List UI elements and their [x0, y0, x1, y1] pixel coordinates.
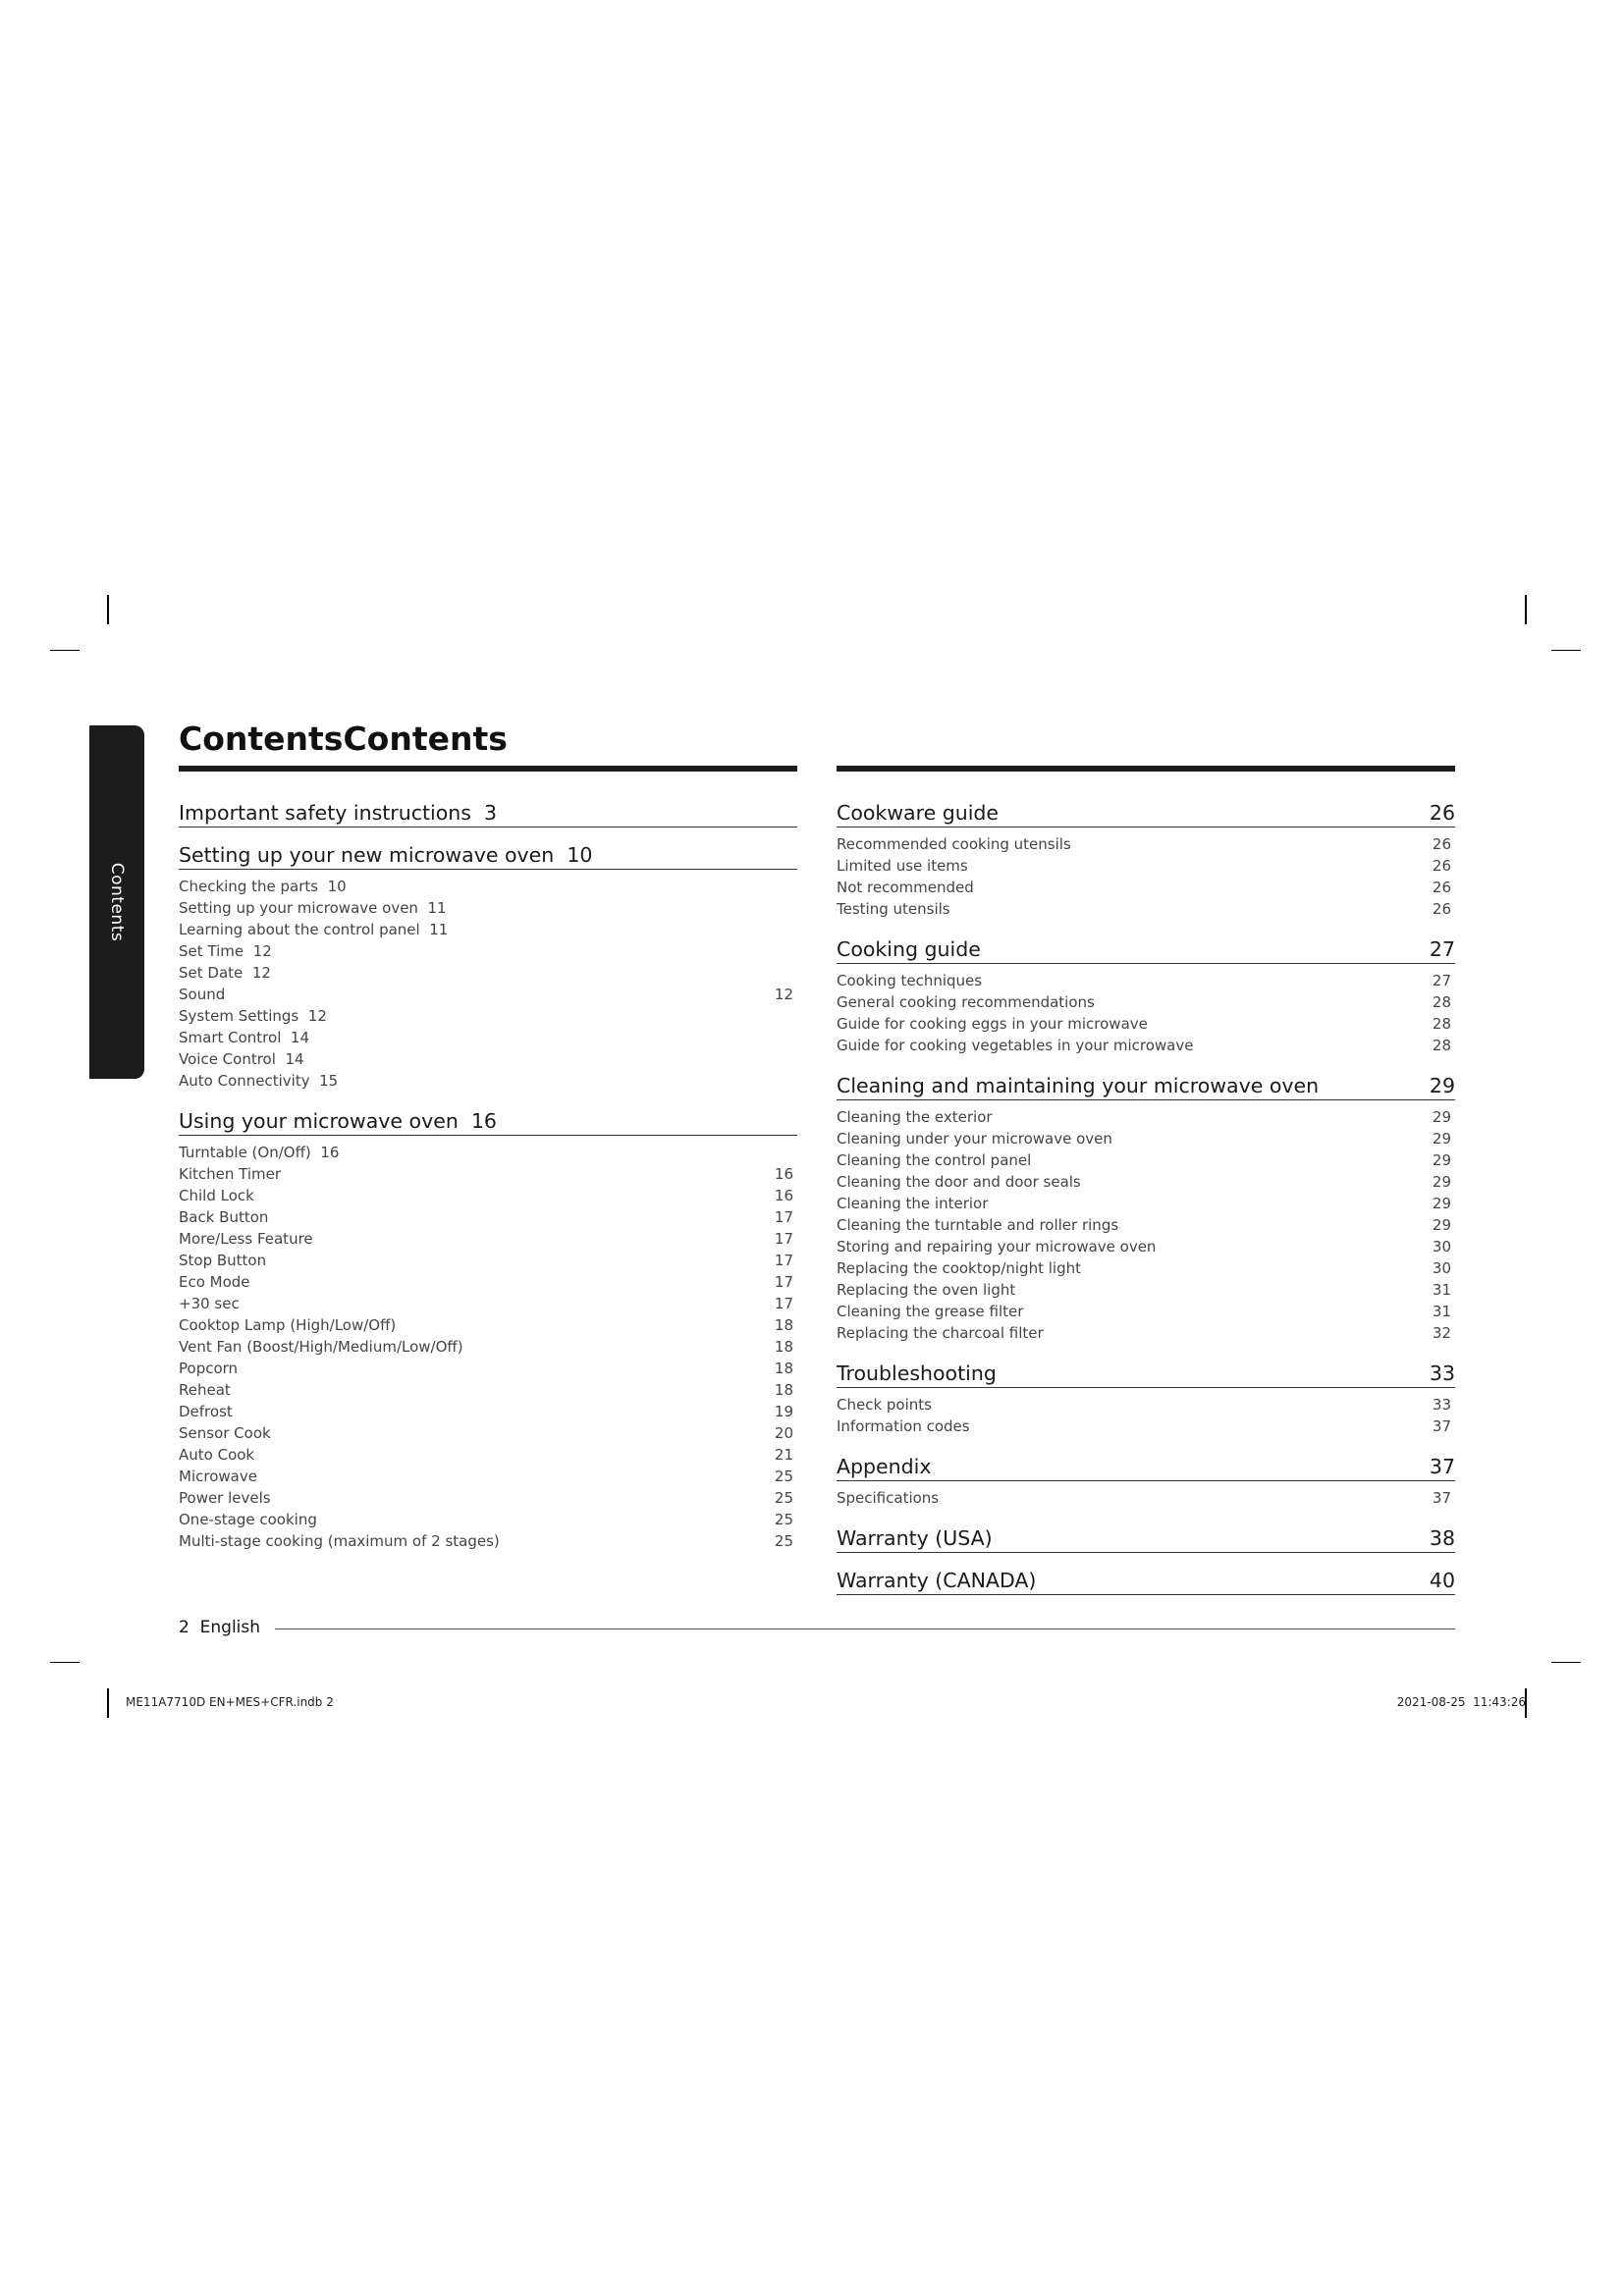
toc-item-label: Stop Button	[179, 1252, 267, 1269]
toc-item-label: Power levels	[179, 1489, 271, 1507]
title-rule-left	[179, 766, 797, 772]
toc-item-label: System Settings	[179, 1007, 299, 1025]
toc-item[interactable]	[179, 897, 797, 919]
toc-section-heading[interactable]	[837, 785, 1455, 828]
toc-item[interactable]	[837, 1415, 1455, 1437]
toc-item-page: 31	[1432, 1281, 1451, 1299]
toc-item-label: Cleaning the door and door seals	[837, 1173, 1081, 1191]
toc-item-page: 29	[1432, 1195, 1451, 1212]
crop-mark	[107, 1688, 109, 1718]
toc-section-page: 10	[567, 843, 593, 867]
toc-item-page: 28	[1432, 993, 1451, 1011]
toc-item[interactable]	[837, 1171, 1455, 1193]
toc-item[interactable]	[179, 1005, 797, 1027]
toc-item-page: 20	[774, 1424, 793, 1442]
toc-item[interactable]	[179, 1401, 797, 1422]
toc-item-label: Limited use items	[837, 857, 968, 875]
toc-item-label: Recommended cooking utensils	[837, 835, 1071, 853]
crop-mark	[1525, 595, 1527, 624]
toc-item-list	[179, 1136, 797, 1554]
toc-item-page: 26	[1432, 879, 1451, 896]
toc-item-page: 29	[1432, 1151, 1451, 1169]
toc-item-page: 25	[774, 1468, 793, 1485]
toc-item-page: 21	[774, 1446, 793, 1464]
crop-mark	[50, 1662, 80, 1663]
toc-item-label: Cooking techniques	[837, 972, 983, 989]
toc-item[interactable]	[837, 898, 1455, 920]
toc-item[interactable]	[837, 1257, 1455, 1279]
toc-item-page: 12	[252, 942, 272, 960]
toc-item-label: Specifications	[837, 1489, 940, 1507]
toc-item[interactable]	[837, 1035, 1455, 1056]
toc-item-label: Cooktop Lamp (High/Low/Off)	[179, 1316, 397, 1334]
toc-item-page: 17	[774, 1230, 793, 1248]
toc-item-page: 30	[1432, 1259, 1451, 1277]
toc-item-page: 17	[774, 1273, 793, 1291]
toc-item[interactable]	[179, 919, 797, 940]
toc-item[interactable]	[179, 1466, 797, 1487]
toc-item[interactable]	[837, 1149, 1455, 1171]
toc-item-page: 29	[1432, 1216, 1451, 1234]
toc-item-page: 28	[1432, 1037, 1451, 1054]
toc-item-page: 12	[251, 964, 271, 982]
toc-item[interactable]	[837, 1322, 1455, 1344]
toc-item[interactable]	[179, 1271, 797, 1293]
toc-item-page: 37	[1432, 1489, 1451, 1507]
toc-item-page: 11	[429, 921, 449, 938]
toc-item-page: 16	[774, 1187, 793, 1204]
toc-item[interactable]	[837, 1214, 1455, 1236]
toc-item-label: Vent Fan (Boost/High/Medium/Low/Off)	[179, 1338, 463, 1356]
toc-item[interactable]	[179, 1228, 797, 1250]
toc-item-label: Child Lock	[179, 1187, 254, 1204]
toc-item-label: Smart Control	[179, 1029, 282, 1046]
toc-item-page: 11	[427, 899, 447, 917]
toc-item[interactable]	[179, 1509, 797, 1530]
toc-item-page: 29	[1432, 1173, 1451, 1191]
toc-item-label: Guide for cooking vegetables in your microwave	[837, 1037, 1194, 1054]
toc-section-heading[interactable]	[179, 828, 797, 870]
toc-item-label: More/Less Feature	[179, 1230, 313, 1248]
toc-section-page: 3	[484, 801, 498, 825]
print-slug-file: ME11A7710D EN+MES+CFR.indb 2	[126, 1695, 334, 1709]
toc-item[interactable]	[837, 1236, 1455, 1257]
toc-item-list	[837, 964, 1455, 1058]
toc-item-label: Cleaning under your microwave oven	[837, 1130, 1112, 1148]
toc-item[interactable]	[179, 1336, 797, 1358]
toc-item-list	[837, 1100, 1455, 1346]
toc-item-label: Voice Control	[179, 1050, 276, 1068]
footer-language: English	[199, 1618, 261, 1637]
toc-item-label: Not recommended	[837, 879, 974, 896]
toc-item[interactable]	[837, 991, 1455, 1013]
toc-item-page: 31	[1432, 1303, 1451, 1320]
toc-section-page: 27	[1429, 937, 1455, 961]
toc-item-label: Replacing the cooktop/night light	[837, 1259, 1081, 1277]
toc-item-page: 10	[327, 878, 347, 895]
toc-section-page: 40	[1429, 1569, 1455, 1592]
toc-item[interactable]	[179, 1163, 797, 1185]
toc-item[interactable]	[179, 1358, 797, 1379]
toc-item-label: Reheat	[179, 1381, 231, 1399]
toc-item[interactable]	[179, 1487, 797, 1509]
toc-item-label: Cleaning the control panel	[837, 1151, 1032, 1169]
crop-mark	[107, 595, 109, 624]
page-title: ContentsContents	[179, 720, 508, 758]
crop-mark	[1551, 1662, 1581, 1663]
toc-item[interactable]	[179, 1048, 797, 1070]
toc-section-title: Important safety instructions	[179, 801, 471, 825]
toc-item-page: 14	[285, 1050, 304, 1068]
toc-item[interactable]	[837, 833, 1455, 855]
toc-item-label: Sound	[179, 986, 226, 1003]
toc-item-page: 16	[774, 1165, 793, 1183]
toc-item-label: Multi-stage cooking (maximum of 2 stages)	[179, 1532, 500, 1550]
toc-item-label: +30 sec	[179, 1295, 240, 1312]
toc-item-label: Cleaning the turntable and roller rings	[837, 1216, 1119, 1234]
toc-section-page: 37	[1429, 1455, 1455, 1478]
toc-section-heading[interactable]	[837, 1553, 1455, 1595]
toc-section-title: Setting up your new microwave oven	[179, 843, 555, 867]
toc-item[interactable]	[179, 1185, 797, 1206]
toc-item-label: Information codes	[837, 1417, 970, 1435]
toc-item-page: 18	[774, 1316, 793, 1334]
toc-item[interactable]	[179, 876, 797, 897]
toc-item-page: 17	[774, 1295, 793, 1312]
toc-item-page: 33	[1432, 1396, 1451, 1414]
toc-item-label: Testing utensils	[837, 900, 950, 918]
toc-item[interactable]	[179, 940, 797, 962]
toc-item-label: Set Time	[179, 942, 244, 960]
toc-item-label: Back Button	[179, 1208, 269, 1226]
toc-item-label: Sensor Cook	[179, 1424, 271, 1442]
toc-item-page: 18	[774, 1360, 793, 1377]
toc-item[interactable]	[179, 1444, 797, 1466]
toc-item[interactable]	[837, 1013, 1455, 1035]
toc-section-title: Using your microwave oven	[179, 1109, 459, 1133]
toc-item-label: Check points	[837, 1396, 932, 1414]
toc-item-list	[837, 828, 1455, 922]
footer-page-label	[179, 1618, 260, 1637]
title-rule-right	[837, 766, 1455, 772]
toc-item-page: 18	[774, 1338, 793, 1356]
toc-item-page: 18	[774, 1381, 793, 1399]
footer-page-number: 2	[179, 1618, 189, 1637]
toc-item-page: 25	[774, 1532, 793, 1550]
toc-section-page: 33	[1429, 1362, 1455, 1385]
toc-item[interactable]	[837, 1128, 1455, 1149]
toc-section-title: Cooking guide	[837, 937, 981, 961]
toc-section-page: 16	[470, 1109, 497, 1133]
toc-section-title: Cleaning and maintaining your microwave oven	[837, 1074, 1320, 1097]
toc-section-title: Warranty (CANADA)	[837, 1569, 1037, 1592]
toc-item-label: Auto Connectivity	[179, 1072, 310, 1090]
toc-item[interactable]	[837, 970, 1455, 991]
toc-left-column	[179, 785, 797, 1554]
toc-item[interactable]	[837, 1279, 1455, 1301]
toc-item[interactable]	[837, 1106, 1455, 1128]
toc-item[interactable]	[179, 1314, 797, 1336]
toc-item-label: Replacing the charcoal filter	[837, 1324, 1044, 1342]
side-tab	[89, 725, 144, 1079]
toc-item-label: Cleaning the interior	[837, 1195, 989, 1212]
toc-item[interactable]	[179, 1206, 797, 1228]
toc-section-heading[interactable]	[837, 922, 1455, 964]
toc-section-title: Cookware guide	[837, 801, 1000, 825]
toc-item-label: Eco Mode	[179, 1273, 250, 1291]
toc-item-list	[179, 870, 797, 1094]
toc-item[interactable]	[179, 1250, 797, 1271]
toc-item[interactable]	[179, 984, 797, 1005]
toc-item[interactable]	[179, 1142, 797, 1163]
toc-item-page: 26	[1432, 835, 1451, 853]
toc-item-page: 27	[1432, 972, 1451, 989]
toc-item-page: 19	[774, 1403, 793, 1420]
toc-item-label: One-stage cooking	[179, 1511, 317, 1528]
toc-right-column	[837, 785, 1455, 1595]
toc-section-page: 38	[1429, 1526, 1455, 1550]
toc-item-label: Defrost	[179, 1403, 233, 1420]
toc-item-page: 12	[774, 986, 793, 1003]
toc-section-heading[interactable]	[837, 1439, 1455, 1481]
toc-section-title: Warranty (USA)	[837, 1526, 993, 1550]
toc-item-label: Guide for cooking eggs in your microwave	[837, 1015, 1148, 1033]
toc-item[interactable]	[837, 1487, 1455, 1509]
toc-section-title: Troubleshooting	[837, 1362, 997, 1385]
toc-item-page: 17	[774, 1208, 793, 1226]
toc-item[interactable]	[837, 1394, 1455, 1415]
toc-item[interactable]	[837, 855, 1455, 877]
toc-item-page: 12	[307, 1007, 327, 1025]
toc-item[interactable]	[179, 1530, 797, 1552]
toc-item[interactable]	[837, 1301, 1455, 1322]
toc-section-page: 29	[1429, 1074, 1455, 1097]
toc-item-page: 15	[319, 1072, 339, 1090]
toc-item[interactable]	[179, 962, 797, 984]
toc-item-page: 26	[1432, 857, 1451, 875]
toc-item-label: Kitchen Timer	[179, 1165, 282, 1183]
toc-item[interactable]	[179, 1379, 797, 1401]
toc-section-heading[interactable]	[837, 1511, 1455, 1553]
toc-item-label: Auto Cook	[179, 1446, 255, 1464]
toc-item-page: 32	[1432, 1324, 1451, 1342]
toc-item-page: 17	[774, 1252, 793, 1269]
toc-item-label: Setting up your microwave oven	[179, 899, 418, 917]
toc-section-heading[interactable]	[179, 785, 797, 828]
crop-mark	[50, 650, 80, 651]
toc-item-label: Replacing the oven light	[837, 1281, 1016, 1299]
toc-item[interactable]	[179, 1027, 797, 1048]
toc-item[interactable]	[179, 1422, 797, 1444]
toc-item-page: 25	[774, 1511, 793, 1528]
toc-section-heading[interactable]	[837, 1346, 1455, 1388]
toc-item-label: General cooking recommendations	[837, 993, 1095, 1011]
toc-section-heading[interactable]	[179, 1094, 797, 1136]
toc-item-page: 14	[290, 1029, 310, 1046]
toc-item-list	[837, 1388, 1455, 1439]
toc-item-page: 29	[1432, 1108, 1451, 1126]
toc-item[interactable]	[179, 1293, 797, 1314]
toc-item-page: 26	[1432, 900, 1451, 918]
toc-item[interactable]	[837, 877, 1455, 898]
toc-item-label: Checking the parts	[179, 878, 319, 895]
toc-section-page: 26	[1429, 801, 1455, 825]
toc-item-label: Microwave	[179, 1468, 257, 1485]
toc-item-page: 37	[1432, 1417, 1451, 1435]
toc-item[interactable]	[179, 1070, 797, 1092]
toc-item-page: 30	[1432, 1238, 1451, 1255]
toc-item-label: Popcorn	[179, 1360, 239, 1377]
toc-item-label: Cleaning the exterior	[837, 1108, 993, 1126]
crop-mark	[1551, 650, 1581, 651]
toc-item-label: Cleaning the grease filter	[837, 1303, 1024, 1320]
toc-item-page: 29	[1432, 1130, 1451, 1148]
toc-item-page: 25	[774, 1489, 793, 1507]
toc-item-label: Learning about the control panel	[179, 921, 420, 938]
toc-item-list	[837, 1481, 1455, 1511]
toc-item-page: 16	[320, 1144, 340, 1161]
print-slug-date: 2021-08-25 ￼￼ 11:43:26	[1396, 1695, 1526, 1709]
toc-item-label: Storing and repairing your microwave oven	[837, 1238, 1157, 1255]
toc-section-heading[interactable]	[837, 1058, 1455, 1100]
side-tab-label: Contents	[107, 862, 127, 942]
toc-section-title: Appendix	[837, 1455, 932, 1478]
toc-item-page: 28	[1432, 1015, 1451, 1033]
toc-item[interactable]	[837, 1193, 1455, 1214]
toc-item-label: Turntable (On/Off)	[179, 1144, 311, 1161]
toc-item-label: Set Date	[179, 964, 244, 982]
